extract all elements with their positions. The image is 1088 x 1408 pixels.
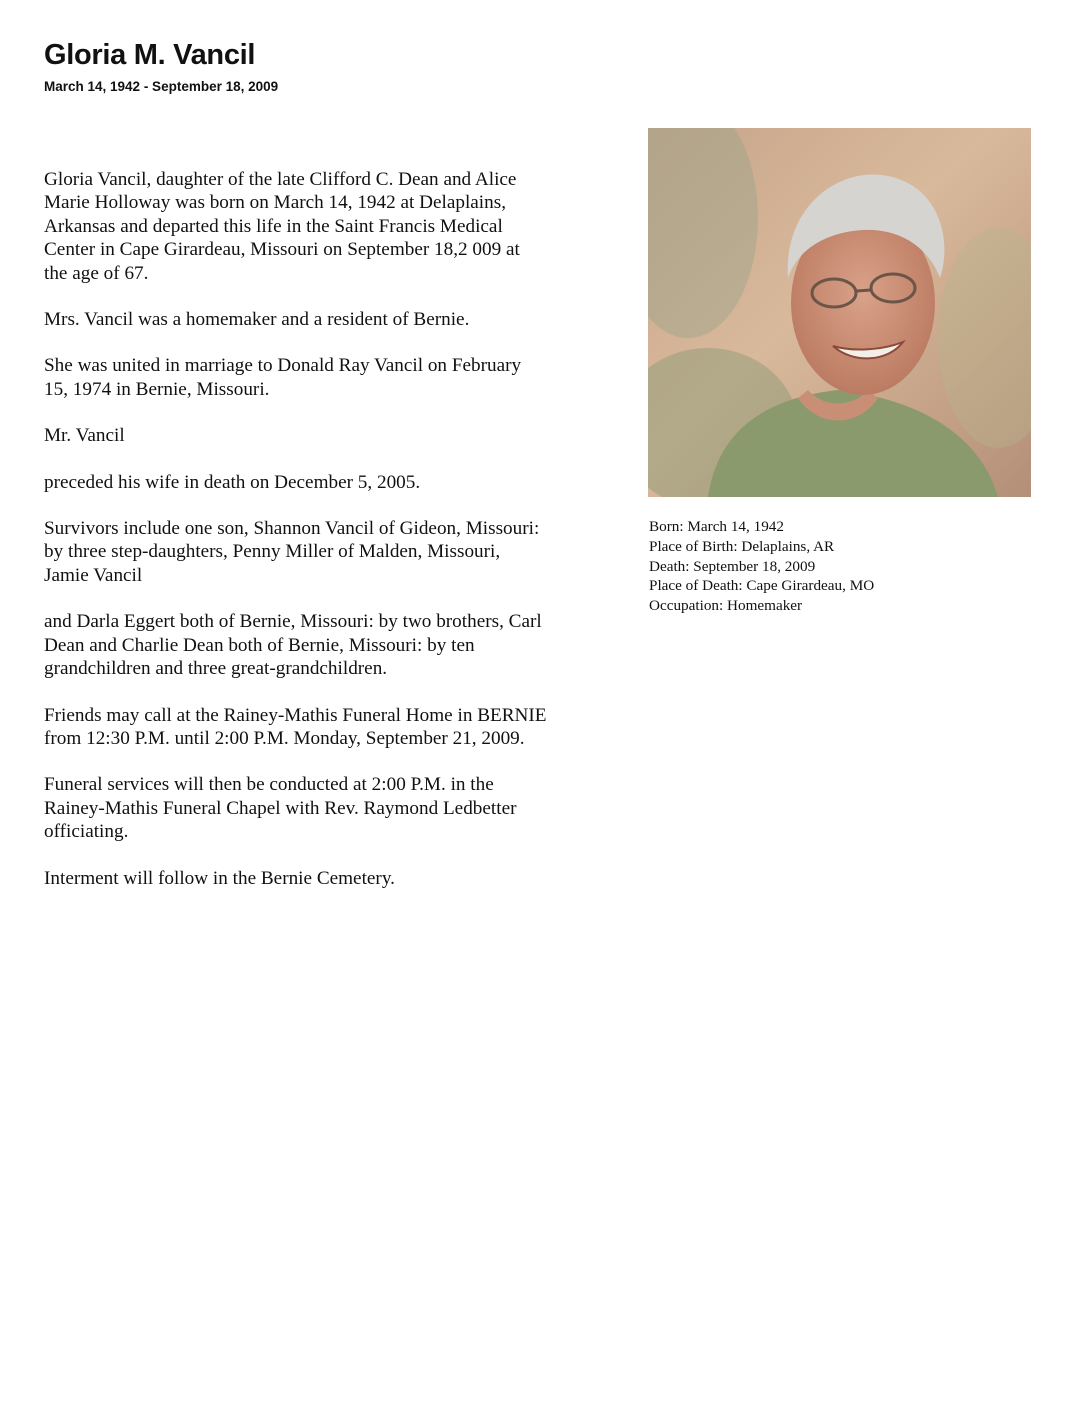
fact-born: Born: March 14, 1942 [649, 518, 784, 535]
obituary-name: Gloria M. Vancil [44, 39, 256, 71]
fact-place-of-birth: Place of Birth: Delaplains, AR [649, 537, 835, 555]
vital-facts [649, 517, 1069, 616]
paragraph-marriage: She was united in marriage to Donald Ray Vancil on February 15, 1974 in Bernie, Missouri. [44, 355, 522, 400]
portrait-photo [648, 128, 1031, 497]
life-dates: March 14, 1942 - September 18, 2009 [44, 79, 279, 94]
paragraph-survivors: Survivors include one son, Shannon Vancil of Gideon, Missouri: by three step-daughters, Penny Miller of Malden, Missouri, Jamie Vancil [44, 518, 540, 586]
paragraph-homemaker: Mrs. Vancil was a homemaker and a resident of Bernie. [44, 309, 470, 331]
paragraph-visitation: Friends may call at the Rainey-Mathis Funeral Home in BERNIE from 12:30 P.M. until 2:00 P.M. Monday, September 21, 2009. [44, 704, 547, 749]
fact-occupation: Occupation: Homemaker [649, 597, 803, 615]
paragraph-services: Funeral services will then be conducted at 2:00 P.M. in the Rainey-Mathis Funeral Chapel with Rev. Raymond Ledbetter officiating. [44, 774, 517, 843]
portrait-photo-image [648, 128, 1031, 497]
obituary-body [44, 168, 614, 913]
paragraph-interment: Interment will follow in the Bernie Cemetery. [44, 867, 395, 889]
paragraph-preceded: preceded his wife in death on December 5, 2005. [44, 471, 421, 493]
paragraph-survivors-cont: and Darla Eggert both of Bernie, Missouri: by two brothers, Carl Dean and Charlie Dean both of Bernie, Missouri: by ten grandchildren and three great-grandchildren. [44, 611, 542, 680]
fact-death: Death: September 18, 2009 [649, 557, 816, 575]
fact-place-of-death: Place of Death: Cape Girardeau, MO [649, 577, 875, 595]
paragraph-mr-vancil: Mr. Vancil [44, 425, 125, 447]
paragraph-biography: Gloria Vancil, daughter of the late Clifford C. Dean and Alice Marie Holloway was born on March 14, 1942 at Delaplains, Arkansas and departed this life in the Saint Francis Medical Center in Cape Girardeau, Missouri on September 18,2 009 at the age of 67. [44, 169, 520, 284]
